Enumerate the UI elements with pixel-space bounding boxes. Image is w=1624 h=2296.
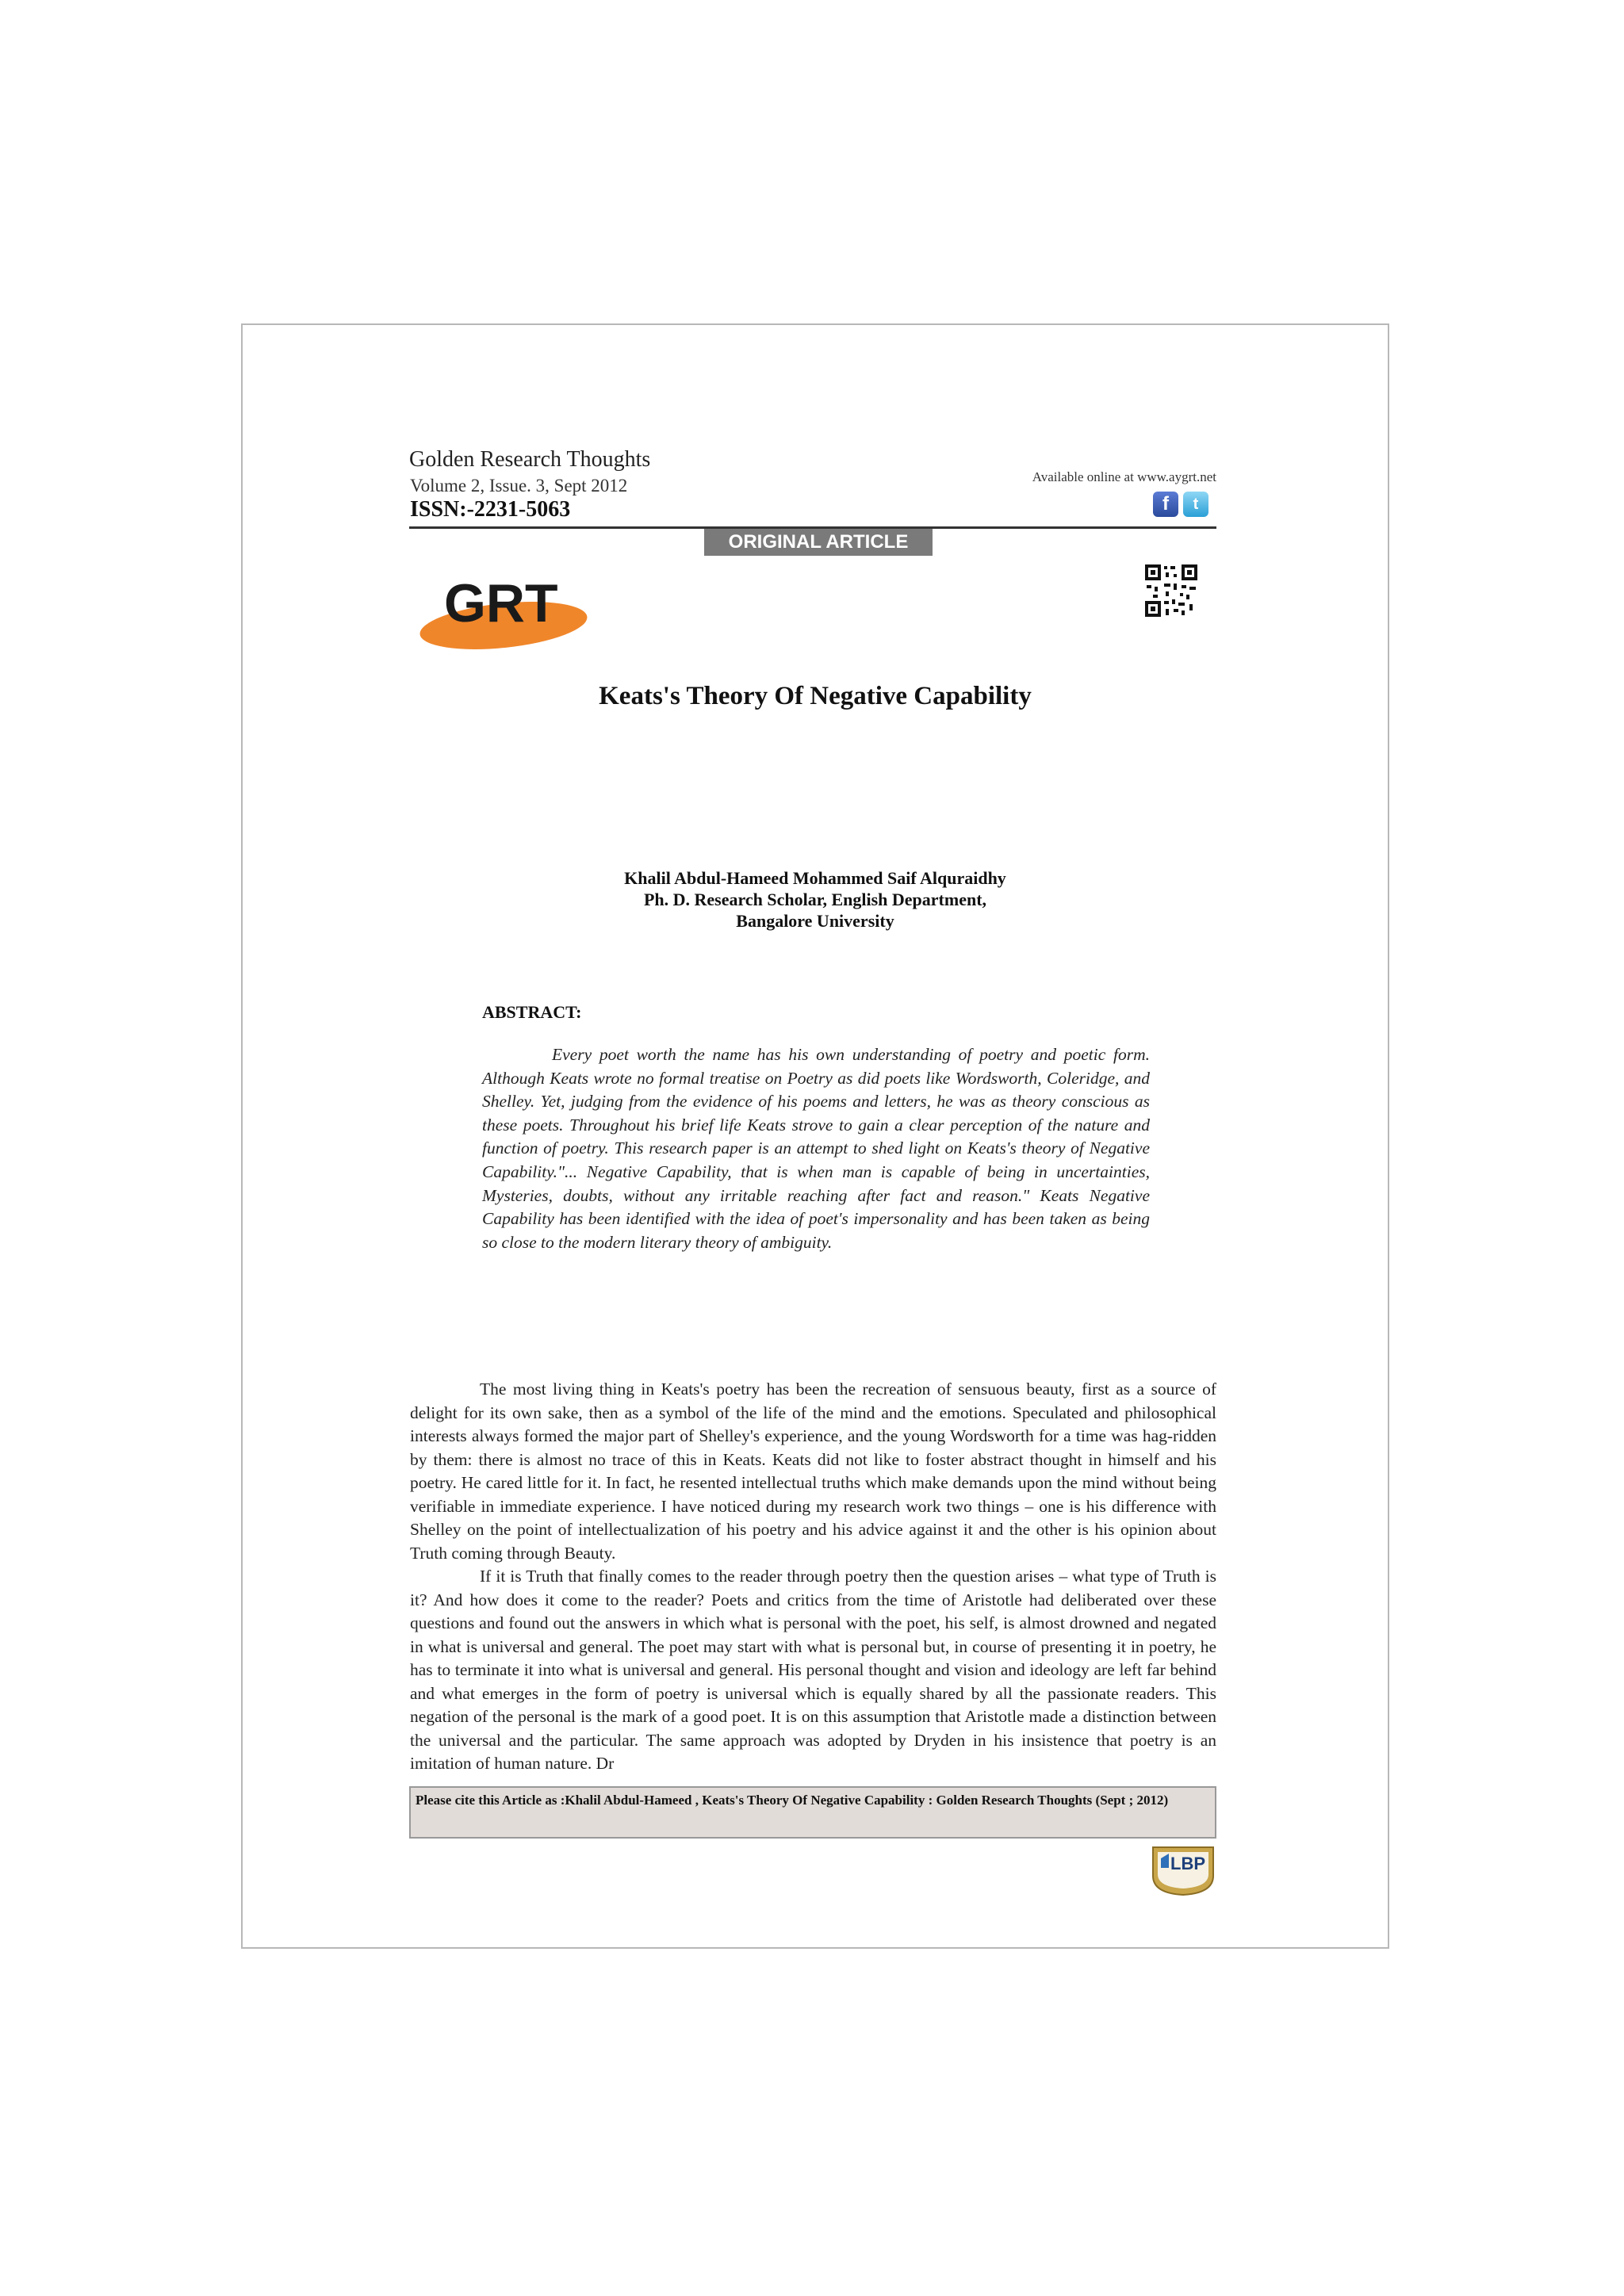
lbp-publisher-logo [1148,1841,1218,1896]
lbp-text: LBP [1170,1854,1205,1873]
twitter-icon[interactable]: t [1183,492,1208,517]
abstract-heading: ABSTRACT: [482,1002,582,1022]
journal-issn: ISSN:-2231-5063 [410,497,571,522]
original-article-badge: ORIGINAL ARTICLE [704,529,933,556]
body-paragraph: The most living thing in Keats's poetry has been the recreation of sensuous beauty, first as a source of delight for its own sake, then as a symbol of the life of the mind and the emotions. Speculated and philosophical interests always formed the major part of Shelley's experience, and the young Wordsworth for a time was hag-ridden by them: there is almost no trace of this in Keats. Keats did not like to foster abstract thought in himself and his poetry. He cared little for it. In fact, he resented intellectual truths which make demands upon the mind without being verifiable in immediate experience. I have noticed during my research work two things – one is his difference with Shelley on the point of intellectualization of his poetry and his advice against it and the other is his opinion about Truth coming through Beauty. [410,1380,1216,1563]
facebook-icon[interactable]: f [1153,492,1178,517]
author-affiliation: Ph. D. Research Scholar, English Department, [643,890,987,909]
journal-name: Golden Research Thoughts [409,447,651,472]
available-online-link[interactable]: Available online at www.aygrt.net [1032,469,1216,484]
article-title: Keats's Theory Of Negative Capability [599,682,1032,710]
body-paragraph: If it is Truth that finally comes to the reader through poetry then the question arises – what type of Truth is it? And how does it come to the reader? Poets and critics from the time of Aristotle had deliberated over these questions and found out the answers in which what is personal with the poet, his self, is almost drowned and negated in what is universal and general. The poet may start with what is personal but, in course of presenting it in poetry, he has to terminate it into what is universal and general. His personal thought and vision and ideology are left far behind and what emerges in the form of poetry is universal which is equally shared by all the passionate readers. This negation of the personal is the mark of a good poet. It is on this assumption that Aristotle made a distinction between the universal and the particular. The same approach was adopted by Dryden in his insistence that poetry is an imitation of human nature. Dr [410,1567,1216,1773]
article-body [410,1378,1216,1776]
author-name: Khalil Abdul-Hameed Mohammed Saif Alquraidhy [624,868,1006,888]
citation-box: Please cite this Article as :Khalil Abdul-Hameed , Keats's Theory Of Negative Capability : Golden Research Thoughts (Sept ; 2012) [409,1786,1216,1839]
abstract-text: Every poet worth the name has his own understanding of poetry and poetic form. Although Keats wrote no formal treatise on Poetry as did poets like Wordsworth, Coleridge, and Shelley. Yet, judging from the evidence of his poems and letters, he was as theory conscious as these poets. Throughout his brief life Keats strove to gain a clear perception of the nature and function of poetry. This research paper is an attempt to shed light on Keats's theory of Negative Capability."... Negative Capability, that is when man is capable of being in uncertainties, Mysteries, doubts, without any irritable reaching after fact and reason." Keats Negative Capability has been identified with the idea of poet's impersonality and has been taken as being so close to the modern literary theory of ambiguity. [482,1045,1150,1252]
grt-logo [419,566,588,653]
qr-code-icon[interactable] [1143,563,1199,618]
author-university: Bangalore University [736,911,894,931]
author-block [241,867,1389,932]
social-links [1153,492,1208,517]
journal-volume: Volume 2, Issue. 3, Sept 2012 [410,476,628,496]
logo-text: GRT [444,573,558,633]
